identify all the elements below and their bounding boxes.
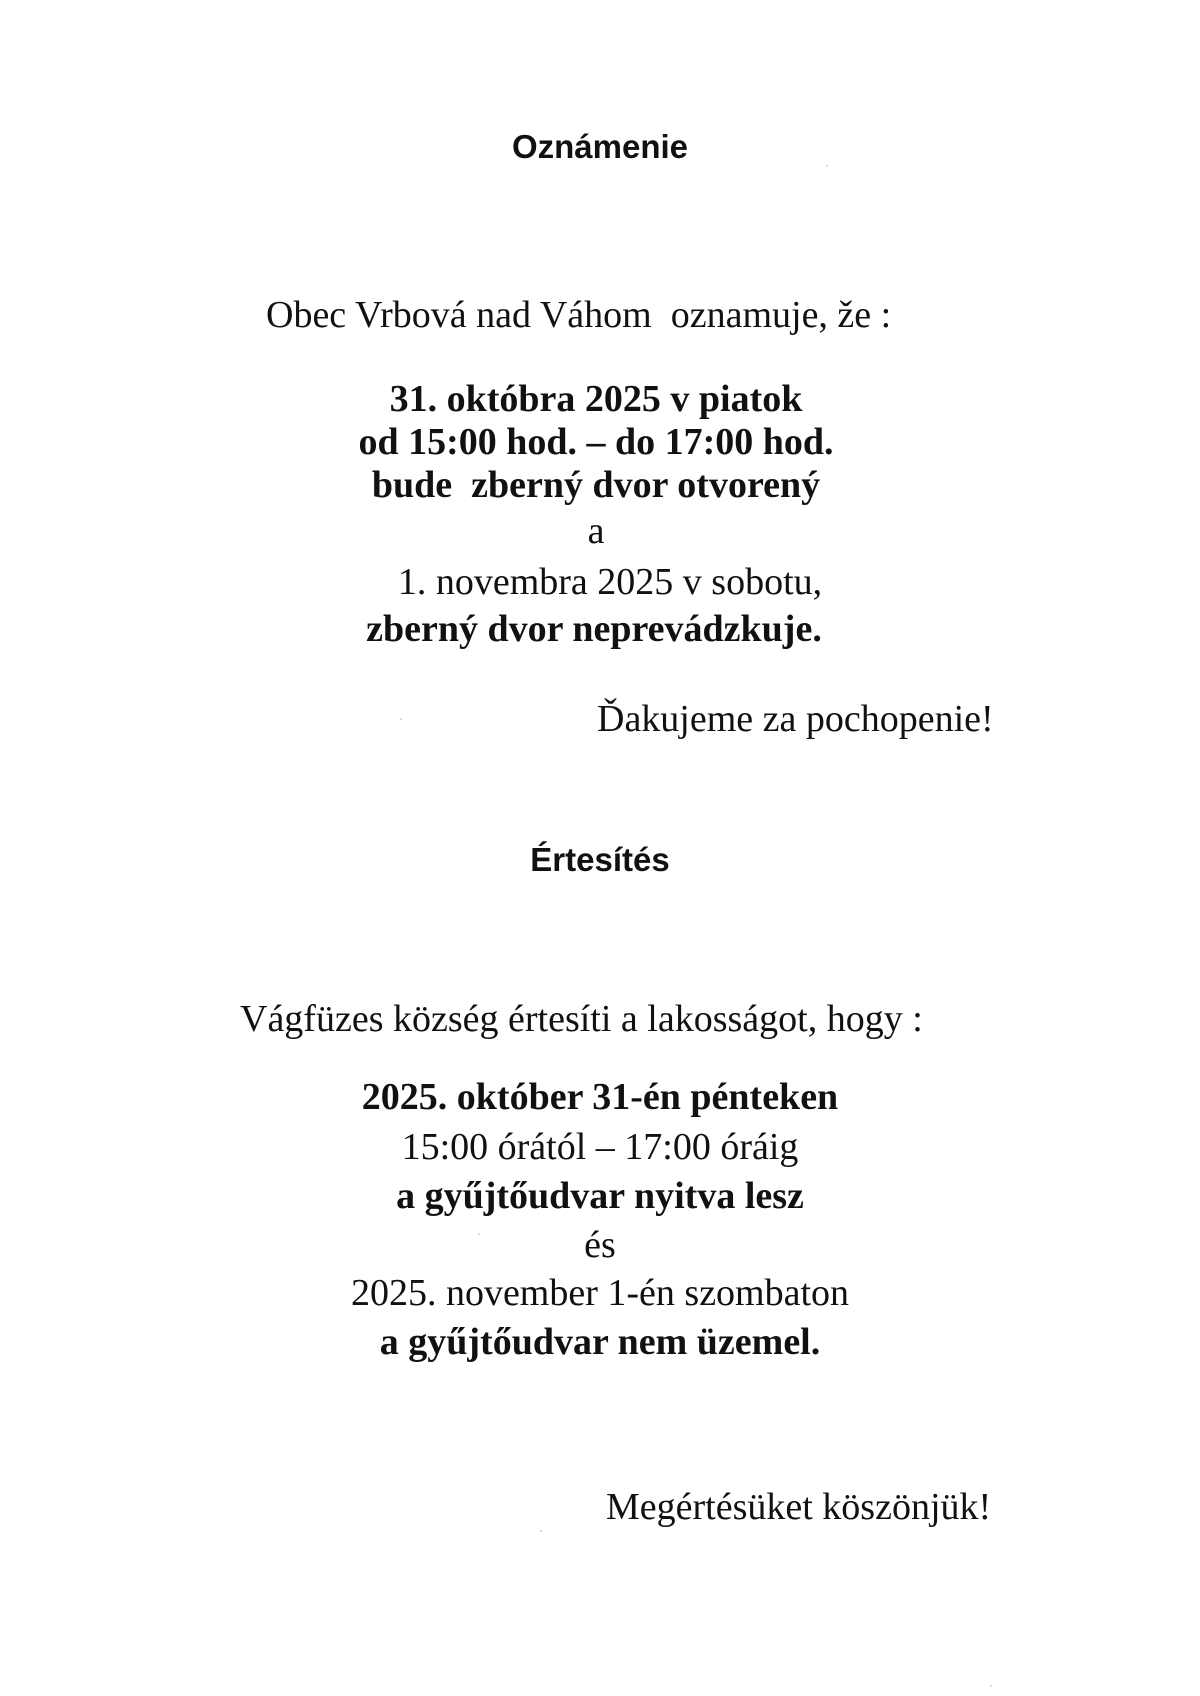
scan-speck	[540, 1530, 542, 1532]
hu-title: Értesítés	[530, 841, 670, 878]
hu-line-hours: 15:00 órától – 17:00 óráig	[401, 1126, 799, 1168]
scan-speck	[478, 1233, 480, 1235]
hu-line-open: a gyűjtőudvar nyitva lesz	[396, 1175, 804, 1217]
hu-line-date2: 2025. november 1-én szombaton	[350, 1272, 850, 1314]
sk-closing: Ďakujeme za pochopenie!	[597, 698, 994, 740]
hu-intro: Vágfüzes község értesíti a lakosságot, hogy :	[240, 998, 923, 1040]
sk-line-hours: od 15:00 hod. – do 17:00 hod.	[358, 421, 834, 463]
scan-speck	[990, 1685, 992, 1687]
sk-line-closed: zberný dvor neprevádzkuje.	[366, 608, 822, 650]
sk-line-and: a	[587, 510, 605, 552]
sk-title: Oznámenie	[511, 128, 689, 165]
hu-line-closed: a gyűjtőudvar nem üzemel.	[379, 1321, 821, 1363]
scan-speck	[400, 718, 402, 720]
hu-line-date: 2025. október 31-én pénteken	[361, 1076, 839, 1118]
scan-speck	[826, 165, 828, 167]
sk-line-date2: 1. novembra 2025 v sobotu,	[397, 561, 823, 603]
hu-closing: Megértésüket köszönjük!	[606, 1486, 992, 1528]
hu-line-and: és	[584, 1224, 616, 1266]
sk-line-date: 31. októbra 2025 v piatok	[389, 378, 803, 420]
sk-line-open: bude zberný dvor otvorený	[371, 464, 821, 506]
sk-intro: Obec Vrbová nad Váhom oznamuje, že :	[266, 294, 892, 336]
